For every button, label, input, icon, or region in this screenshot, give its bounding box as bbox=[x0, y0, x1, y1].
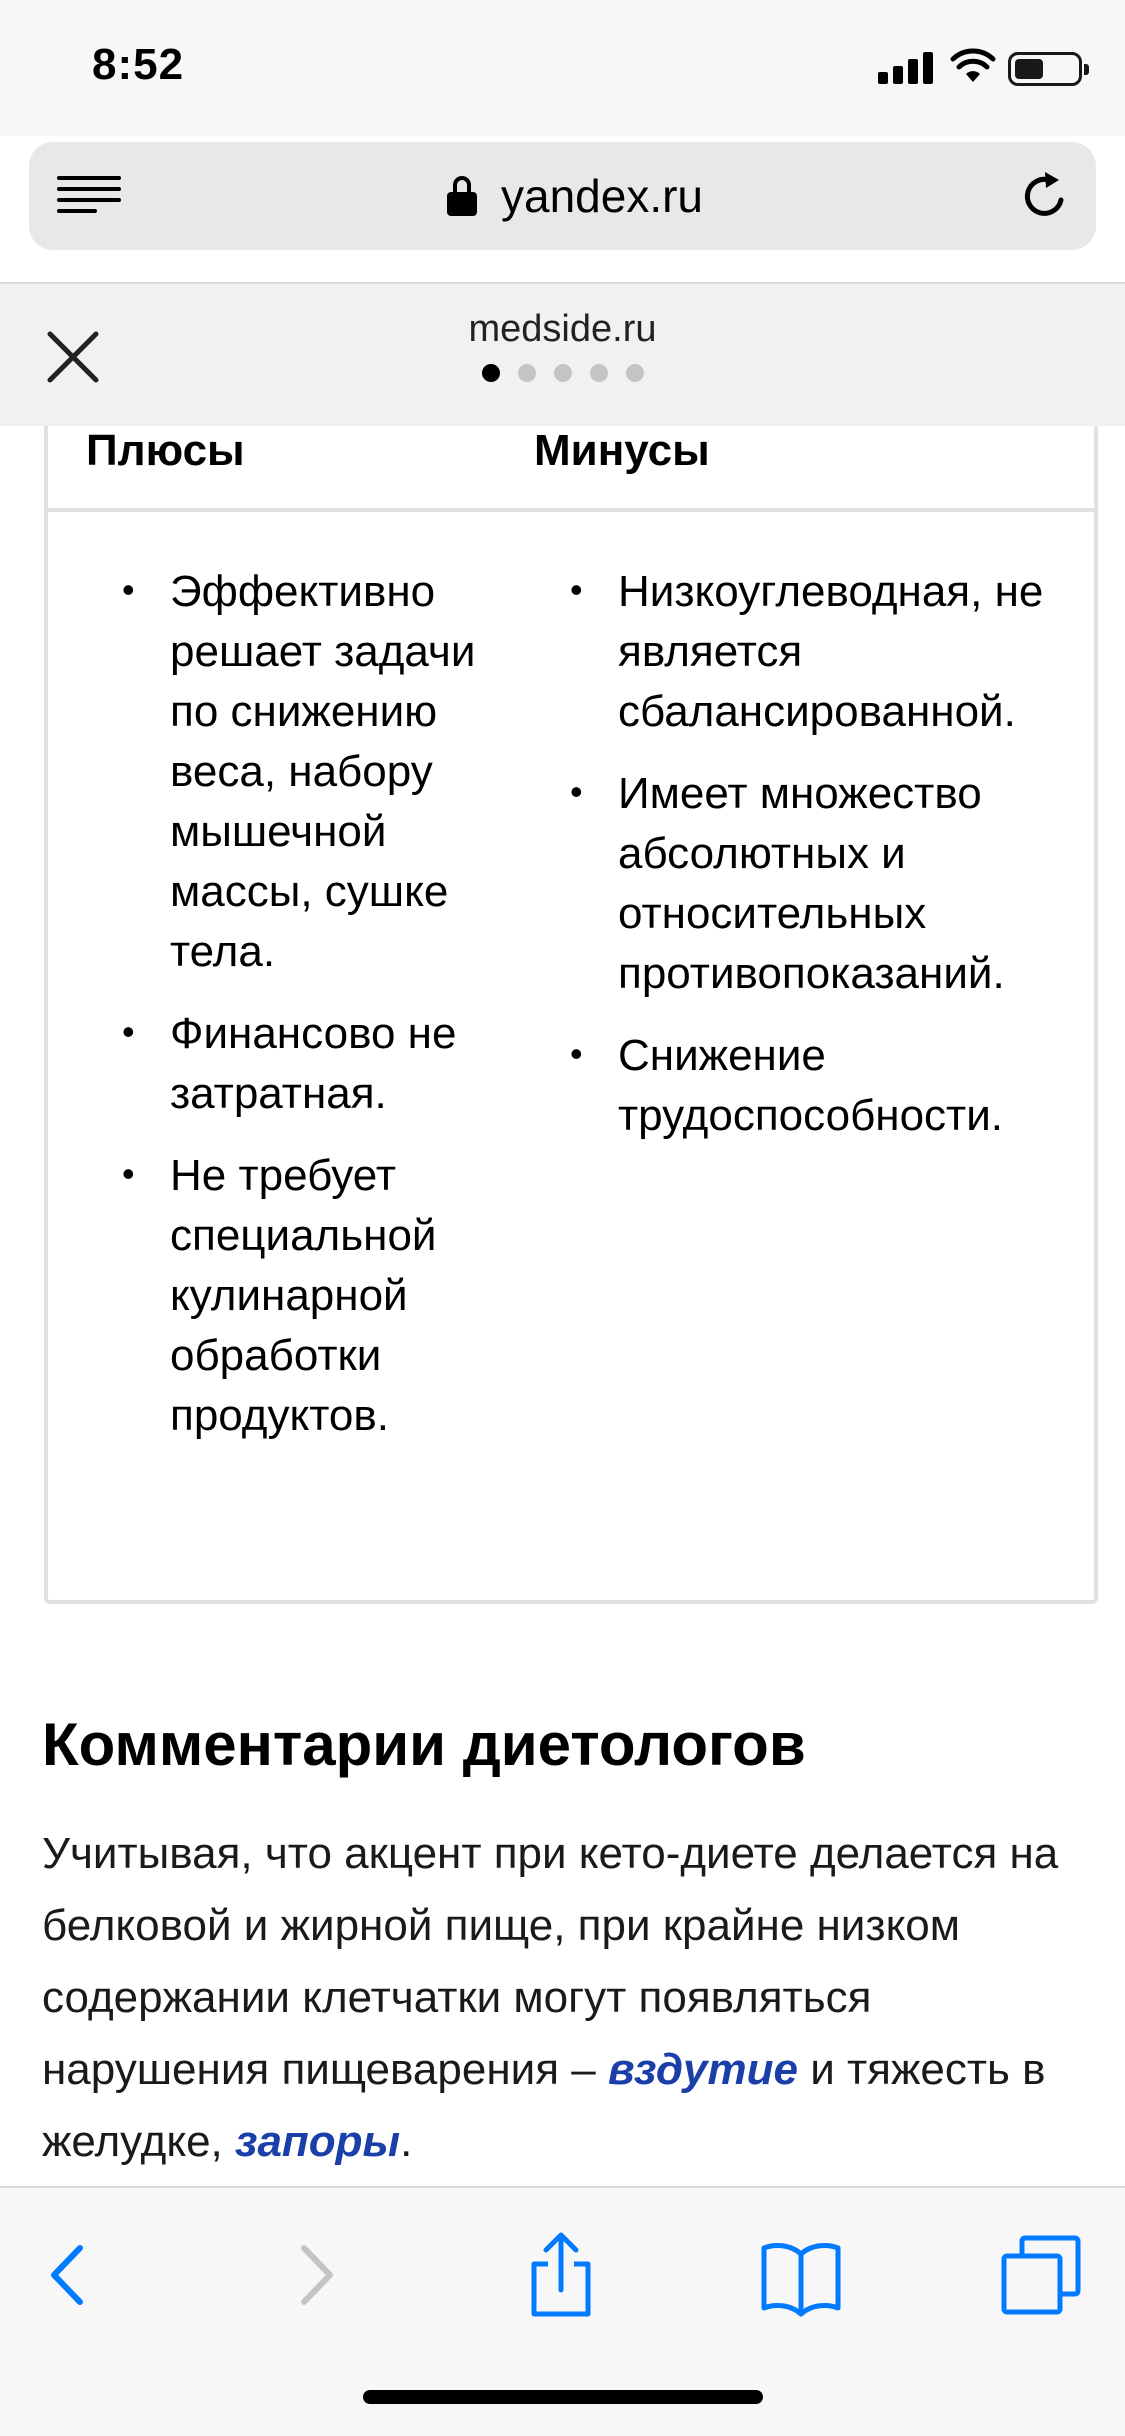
pros-item: • Не требует специальной кулинарной обработки продуктов. bbox=[122, 1146, 522, 1446]
url-text: yandex.ru bbox=[501, 170, 704, 222]
site-name: medside.ru bbox=[468, 308, 657, 350]
reader-view-icon[interactable] bbox=[57, 176, 121, 216]
reload-icon[interactable] bbox=[1019, 170, 1071, 222]
page-dot[interactable] bbox=[590, 364, 608, 382]
site-bar bbox=[0, 282, 1125, 426]
pros-cons-table bbox=[44, 426, 1098, 1604]
constipation-link[interactable]: запоры bbox=[235, 2117, 401, 2166]
cellular-signal-icon bbox=[878, 52, 934, 84]
url-display[interactable] bbox=[447, 170, 703, 222]
wifi-icon bbox=[950, 48, 996, 84]
page-dot[interactable] bbox=[518, 364, 536, 382]
paragraph-text: . bbox=[400, 2117, 413, 2166]
pros-item: • Финансово не затратная. bbox=[122, 1004, 522, 1124]
page-dot[interactable] bbox=[554, 364, 572, 382]
article-paragraph bbox=[42, 1818, 1092, 2178]
bookmarks-icon[interactable] bbox=[756, 2230, 846, 2320]
forward-icon[interactable] bbox=[272, 2230, 362, 2320]
tabs-icon[interactable] bbox=[996, 2230, 1086, 2320]
page-dot[interactable] bbox=[482, 364, 500, 382]
back-icon[interactable] bbox=[22, 2230, 112, 2320]
paragraph-text: и тяжесть в желудке, bbox=[42, 2045, 1046, 2166]
header-divider bbox=[48, 508, 1094, 512]
cons-header: Минусы bbox=[534, 426, 710, 475]
status-time: 8:52 bbox=[92, 40, 185, 89]
lock-icon bbox=[447, 176, 477, 216]
paragraph-text: Учитывая, что акцент при кето-диете делается на белковой и жирной пище, при крайне низком содержании клетчатки могут появляться нарушения пищеварения – bbox=[42, 1829, 1059, 2094]
battery-icon bbox=[1008, 52, 1082, 86]
pros-item: • Эффективно решает задачи по снижению веса, набору мышечной массы, сушке тела. bbox=[122, 562, 522, 982]
section-heading: Комментарии диетологов bbox=[42, 1711, 806, 1778]
cons-item: • Снижение трудоспособности. bbox=[570, 1026, 1090, 1146]
cons-item: • Имеет множество абсолютных и относительных противопоказаний. bbox=[570, 764, 1090, 1004]
pros-header: Плюсы bbox=[86, 426, 245, 475]
cons-list bbox=[570, 562, 1090, 1168]
page-dot[interactable] bbox=[626, 364, 644, 382]
home-indicator[interactable] bbox=[363, 2390, 763, 2404]
status-bar bbox=[0, 0, 1125, 136]
bloating-link[interactable]: вздутие bbox=[607, 2045, 798, 2094]
page-indicator bbox=[482, 364, 642, 384]
cons-item: • Низкоуглеводная, не является сбалансированной. bbox=[570, 562, 1090, 742]
pros-list bbox=[122, 562, 522, 1468]
address-bar[interactable] bbox=[29, 142, 1096, 250]
share-icon[interactable] bbox=[516, 2230, 606, 2320]
